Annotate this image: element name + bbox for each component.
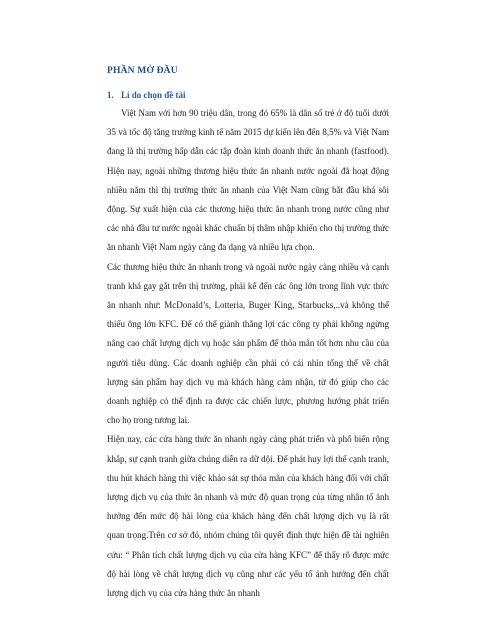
paragraph-1: Việt Nam với hơn 90 triệu dân, trong đó 65% là dân số trẻ ở độ tuổi dưới 35 và tốc độ tăng trưởng kinh tế năm 2015 dự kiến lên đến 8,5% và Việt Nam đang là thị trường hấp dẫn các tập đoàn kinh doanh thức ăn nhanh (fastfood). Hiện nay, ngoài những thương hiệu thức ăn nhanh nước ngoài đã hoạt động nhiều năm thì thị trường thức ăn nhanh của Việt Nam cũng bắt đầu khá sôi động. Sự xuất hiện của các thương hiệu thức ăn nhanh trong nước cũng như các nhà đầu tư nước ngoài khác chuẩn bị thâm nhập khiến cho thị trường thức ăn nhanh Việt Nam ngày càng đa dạng và nhiều lựa chọn. (107, 108, 389, 253)
section-title: Lí do chọn đề tài (121, 90, 186, 100)
document-content (107, 64, 389, 603)
section-heading (107, 88, 389, 103)
section-number: 1. (107, 90, 114, 100)
document-heading: PHẦN MỞ ĐẦU (107, 66, 178, 76)
paragraph-3: Hiện nay, các cửa hàng thức ăn nhanh ngày càng phát triển và phổ biến rộng khắp, sự cạnh tranh giữa chúng diễn ra dữ dội. Để phát huy lợi thế cạnh tranh, thu hút khách hàng thì việc khảo sát sự thỏa mãn của khách hàng đối với chất lượng dịch vụ của thức ăn nhanh và mức độ quan trọng của từng nhân tố ảnh hưởng đến mức độ hài lòng của khách hàng đến chất lượng dịch vụ là rất quan trọng.Trên cơ sở đó, nhóm chúng tôi quyết định thực hiện đề tài nghiên cứu: “ Phân tích chất lượng dịch vụ của cửa hàng KFC” để thấy rõ được mức độ hài lòng về chất lượng dịch vụ cũng như các yếu tố ảnh hưởng đến chất lượng dịch vụ của cửa hàng thức ăn nhanh (107, 434, 389, 599)
paragraph-2: Các thương hiệu thức ăn nhanh trong và ngoài nước ngày càng nhiều và cạnh tranh khá gay gắt trên thị trường, phải kể đến các ông lớn trong lĩnh vực thức ăn nhanh như: McDonald’s, Lotteria, Buger King, Starbucks,..và không thể thiếu ông lớn KFC. Để có thể giành thắng lợi các công ty phải không ngừng nâng cao chất lượng dịch vụ hoặc sản phẩm để thỏa mãn tốt hơn nhu cầu của người tiêu dùng. Các doanh nghiệp cần phải có cái nhìn tổng thể về chất lượng sản phẩm hay dịch vụ mà khách hàng cảm nhận, từ đó giúp cho các doanh nghiệp có thể định ra được các chiến lược, phương hướng phát triển cho họ trong tương lai. (107, 261, 389, 426)
